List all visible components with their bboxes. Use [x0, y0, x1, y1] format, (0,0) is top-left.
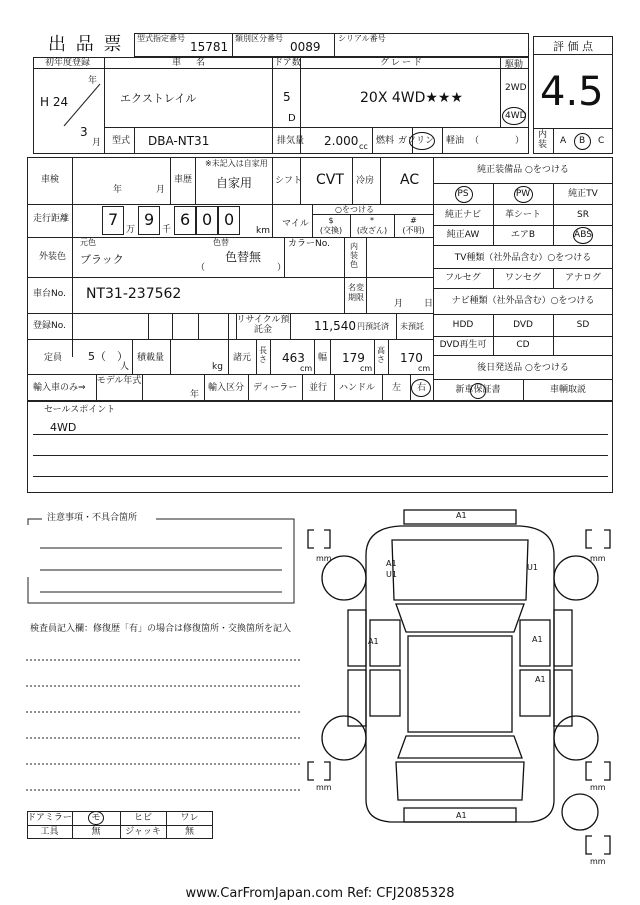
grade-value: 20X 4WD★★★: [360, 90, 464, 106]
interior-b-circle: [574, 133, 591, 150]
caution-box: [26, 517, 296, 607]
navi-dvd-play: DVD再生可: [439, 340, 487, 350]
drive-4wd-circle: [502, 107, 526, 125]
interior-color-label: 内装色: [350, 242, 358, 270]
name-change-month: 月: [394, 299, 404, 309]
first-reg-label: 初年度登録: [45, 58, 91, 68]
drive-2wd: 2WD: [505, 83, 527, 93]
recycle-unit: 円預託済: [357, 322, 389, 331]
model-value: DBA-NT31: [148, 134, 210, 148]
tv-fullseg: フルセグ: [445, 273, 481, 283]
tv-oneseg: ワンセグ: [504, 273, 541, 283]
mm-rear-right: mm: [590, 783, 606, 792]
first-reg-era: H 24: [40, 95, 69, 109]
shift-label: シフト: [275, 176, 303, 186]
tv-title: TV種類（社外品含む）○をつける: [454, 253, 592, 263]
footer-text: www.CarFromJapan.com Ref: CFJ2085328: [185, 886, 455, 901]
fuel-value: ガソリン: [398, 136, 435, 146]
light-oil-paren: （ ）: [470, 136, 525, 146]
damage-fender-right-u: U1: [527, 563, 538, 572]
inspector-label: 検査員記入欄：修復歴「有」の場合は修復箇所・交換箇所を記入: [30, 624, 292, 634]
mm-front-left: mm: [316, 554, 332, 563]
grade-label: グレード: [380, 58, 425, 68]
equip-aw: 純正AW: [446, 230, 480, 240]
inspection-label: 車検: [41, 175, 60, 185]
model-label: 型式: [112, 136, 131, 146]
mileage-option-tampered: * (改ざん): [356, 216, 388, 235]
first-reg-year-unit: 年: [88, 76, 98, 86]
mileage-option-exchange: $ (交換): [319, 216, 343, 235]
model-year-unit: 年: [190, 390, 200, 400]
score-label: 評 価 点: [553, 40, 593, 53]
mm-rear-left: mm: [316, 783, 332, 792]
length-value: 463: [282, 351, 305, 365]
later-warranty: 新車保証書: [455, 385, 501, 395]
height-value: 170: [400, 351, 423, 365]
tools-label: 工具: [40, 827, 59, 837]
width-value: 179: [342, 351, 365, 365]
equip-sr: SR: [577, 210, 589, 220]
recycle-label: リサイクル預託金: [236, 315, 290, 335]
mileage-label: 走行距離: [33, 214, 70, 224]
capacity-unit: 人: [120, 362, 130, 372]
equip-pw: PW: [515, 189, 531, 199]
load-unit: kg: [212, 362, 223, 372]
mile-label: マイル: [282, 219, 309, 229]
height-cm: cm: [418, 364, 431, 373]
width-label: 幅: [318, 353, 328, 363]
tv-analog: アナログ: [564, 273, 601, 283]
doors-value: 5: [283, 90, 291, 104]
import-parallel: 並行: [309, 383, 328, 393]
color-label: 外装色: [39, 252, 67, 262]
mileage-option-unknown: # (不明): [402, 216, 425, 235]
handle-right: 右: [417, 383, 427, 393]
height-label: 高さ: [377, 346, 385, 364]
equip-pw-circle: [514, 186, 533, 203]
history-note: ※未記入は自家用: [205, 159, 268, 168]
navi-hdd: HDD: [452, 320, 474, 330]
history-label: 車歴: [174, 175, 193, 185]
dims-label: 諸元: [233, 353, 252, 363]
doors-sub: D: [288, 113, 296, 124]
width-cm: cm: [360, 364, 373, 373]
mileage-options-title: ○をつける: [335, 205, 374, 214]
type-number: 15781: [190, 40, 229, 54]
doors-label: ドア数: [274, 58, 301, 68]
handle-right-circle: [411, 379, 431, 397]
shift-value: CVT: [316, 172, 344, 188]
interior-label: 内装: [538, 130, 548, 150]
navi-cd: CD: [516, 340, 530, 350]
equip-abs-circle: [573, 227, 593, 244]
door-mirror-label: ドアミラー: [27, 813, 72, 823]
inspection-year-unit: 年: [113, 185, 123, 195]
damage-fender-left: A1: [386, 559, 397, 568]
first-reg-month-unit: 月: [92, 138, 102, 148]
equip-abs: ABS: [574, 230, 592, 240]
serial-label: シリアル番号: [338, 34, 386, 43]
sales-line-1: 4WD: [50, 421, 77, 434]
length-cm: cm: [300, 364, 313, 373]
length-label: 長さ: [259, 346, 267, 364]
capacity-value: 5（ ）: [88, 350, 128, 363]
mm-front-right: mm: [590, 554, 606, 563]
caution-label: 注意事項・不具合箇所: [47, 513, 138, 523]
damage-front-bumper: A1: [456, 511, 467, 520]
chassis-label: 車台No.: [33, 289, 66, 299]
mileage-digit-2: 9: [144, 210, 155, 229]
navi-sd: SD: [576, 320, 590, 330]
ac-value: AC: [400, 172, 420, 188]
later-warranty-circle: [470, 383, 486, 399]
equip-navi: 純正ナビ: [444, 210, 481, 220]
navi-title: ナビ種類（社外品含む）○をつける: [451, 296, 595, 306]
door-mirror-circle: [88, 811, 104, 825]
fuel-label: 燃料: [376, 136, 395, 146]
later-manual: 車輌取説: [549, 385, 586, 395]
name-change-label: 名変期限: [348, 283, 364, 302]
not-deposited: 未預託: [400, 322, 424, 331]
later-title: 後日発送品 ○をつける: [477, 363, 569, 373]
mileage-digit-3: 6: [180, 210, 191, 229]
equip-leather: 革シート: [504, 210, 541, 220]
equip-tv: 純正TV: [568, 189, 598, 199]
navi-dvd: DVD: [513, 320, 533, 330]
crack-ware-label: ワレ: [180, 813, 199, 823]
damage-door-left: A1: [368, 637, 379, 646]
load-label: 積載量: [137, 353, 165, 363]
displacement-value: 2.000: [324, 134, 359, 148]
recycle-value: 11,540: [314, 319, 356, 333]
model-year-label: モデル年式: [96, 376, 142, 386]
first-reg-month: 3: [80, 125, 88, 139]
equip-airbag: エアB: [510, 230, 536, 240]
jack-value: 無: [184, 827, 194, 837]
registration-label: 登録No.: [33, 321, 66, 331]
inspection-month-unit: 月: [156, 185, 166, 195]
interior-grade-a: A: [560, 136, 567, 146]
light-oil-label: 軽油: [446, 136, 465, 146]
history-value: 自家用: [216, 176, 253, 190]
inspector-lines: [26, 650, 306, 800]
drive-label: 駆動: [505, 60, 524, 70]
damage-rear-bumper: A1: [456, 811, 467, 820]
damage-rear-door-right: A1: [535, 675, 546, 684]
car-name-value: エクストレイル: [120, 92, 197, 105]
score-value: 4.5: [540, 69, 604, 115]
equip-ps: PS: [457, 189, 469, 199]
name-change-day: 日: [424, 299, 434, 309]
class-number-label: 類別区分番号: [235, 34, 283, 43]
interior-grade-c: C: [598, 136, 605, 146]
import-label: 輸入車のみ⇒: [33, 383, 86, 393]
mileage-man: 万: [126, 225, 136, 235]
ac-label: 冷房: [356, 176, 375, 186]
color-repaint-value: 色替無: [225, 250, 262, 264]
color-original: ブラック: [80, 253, 124, 266]
damage-door-right: A1: [532, 635, 543, 644]
door-mirror-value: モ: [91, 813, 101, 823]
mileage-digit-1: 7: [108, 210, 119, 229]
mileage-sen: 千: [162, 225, 172, 235]
damage-fender-left-u: U1: [386, 570, 397, 579]
color-original-label: 元色: [80, 238, 96, 247]
type-number-label: 型式指定番号: [137, 34, 185, 43]
equipment-title: 純正装備品 ○をつける: [477, 165, 569, 175]
capacity-label: 定員: [44, 353, 63, 363]
mileage-digit-4: 0: [202, 210, 213, 229]
color-no-label: カラーNo.: [288, 239, 330, 249]
displacement-label: 排気量: [277, 136, 305, 146]
color-paren: （ ）: [196, 263, 287, 273]
handle-left: 左: [392, 383, 402, 393]
handle-label: ハンドル: [339, 383, 376, 393]
car-name-label: 車 名: [172, 58, 209, 68]
import-dealer: ディーラー: [253, 383, 298, 393]
color-repaint-label: 色替: [213, 238, 229, 247]
import-category-label: 輸入区分: [208, 383, 245, 393]
class-number: 0089: [290, 40, 321, 54]
chassis-value: NT31-237562: [86, 286, 182, 302]
diagonal-divider: [62, 82, 102, 128]
mileage-digit-5: 0: [224, 210, 235, 229]
mileage-km: km: [256, 226, 270, 236]
sales-label: セールスポイント: [44, 405, 116, 415]
document-title: 出 品 票: [48, 34, 124, 55]
interior-grade-b: B: [579, 136, 586, 146]
mm-spare: mm: [590, 857, 606, 866]
crack-hibi-label: ヒビ: [133, 813, 152, 823]
equip-ps-circle: [455, 186, 473, 203]
jack-label: ジャッキ: [125, 827, 161, 837]
displacement-unit: cc: [359, 142, 368, 151]
drive-4wd: 4WD: [505, 111, 527, 121]
fuel-circle: [409, 132, 435, 150]
tools-value: 無: [91, 827, 101, 837]
